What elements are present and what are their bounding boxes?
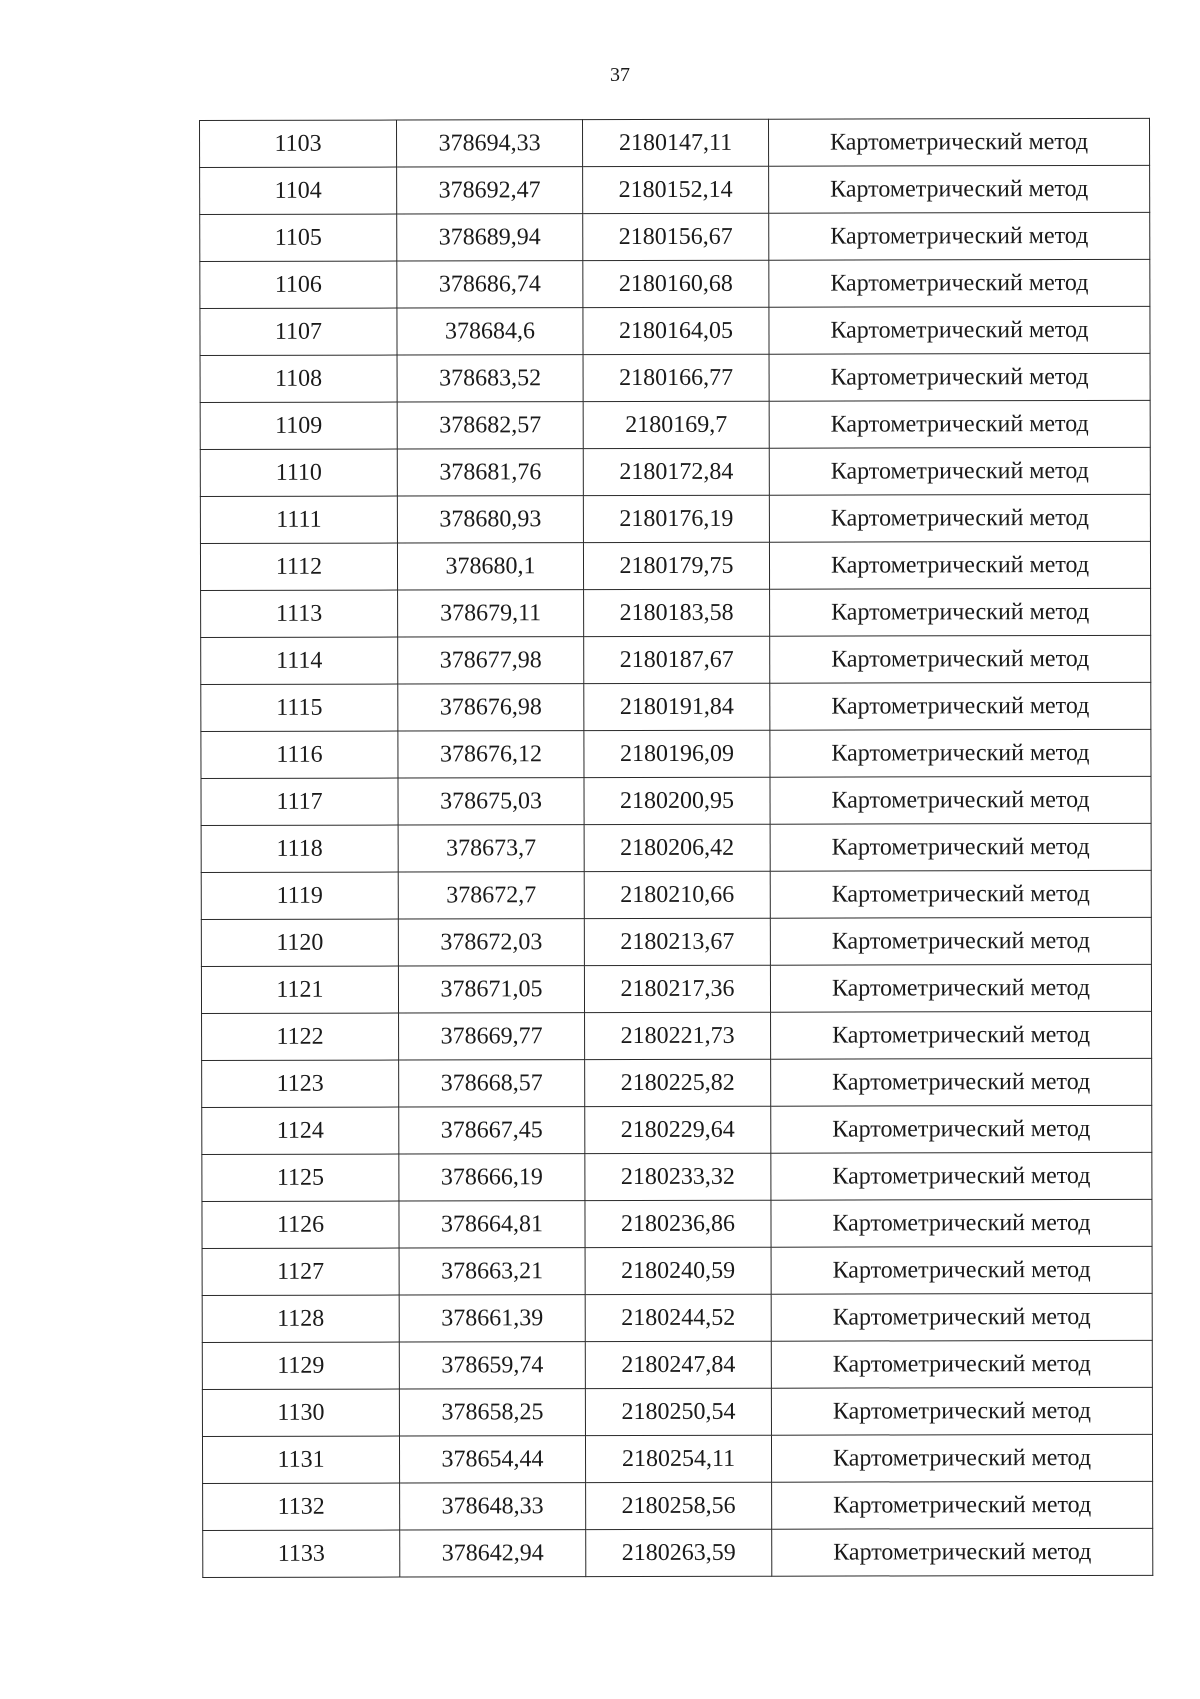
y-coordinate-cell: 2180217,36 <box>584 965 770 1012</box>
y-coordinate-cell: 2180233,32 <box>585 1153 771 1200</box>
table-row <box>200 400 1150 449</box>
y-coordinate-cell: 2180160,68 <box>583 260 769 307</box>
x-coordinate-cell: 378677,98 <box>398 637 584 684</box>
y-coordinate-cell: 2180164,05 <box>583 307 769 354</box>
method-cell: Картометрический метод <box>771 1152 1152 1200</box>
y-coordinate-cell: 2180244,52 <box>585 1294 771 1341</box>
y-coordinate-cell: 2180236,86 <box>585 1200 771 1247</box>
y-coordinate-cell: 2180196,09 <box>584 730 770 777</box>
point-number-cell: 1111 <box>200 496 397 543</box>
table-row <box>200 447 1150 496</box>
x-coordinate-cell: 378669,77 <box>399 1013 585 1060</box>
x-coordinate-cell: 378686,74 <box>397 261 583 308</box>
x-coordinate-cell: 378671,05 <box>398 966 584 1013</box>
point-number-cell: 1112 <box>200 543 397 590</box>
x-coordinate-cell: 378663,21 <box>399 1248 585 1295</box>
method-cell: Картометрический метод <box>771 1387 1152 1435</box>
point-number-cell: 1103 <box>200 120 397 167</box>
method-cell: Картометрический метод <box>769 447 1150 495</box>
y-coordinate-cell: 2180172,84 <box>583 448 769 495</box>
method-cell: Картометрический метод <box>772 1481 1153 1529</box>
y-coordinate-cell: 2180247,84 <box>585 1341 771 1388</box>
method-cell: Картометрический метод <box>770 823 1151 871</box>
x-coordinate-cell: 378680,93 <box>397 496 583 543</box>
x-coordinate-cell: 378672,7 <box>398 872 584 919</box>
method-cell: Картометрический метод <box>771 1293 1152 1341</box>
method-cell: Картометрический метод <box>770 917 1151 965</box>
point-number-cell: 1126 <box>202 1201 399 1248</box>
method-cell: Картометрический метод <box>769 212 1150 260</box>
y-coordinate-cell: 2180229,64 <box>585 1106 771 1153</box>
method-cell: Картометрический метод <box>771 1434 1152 1482</box>
y-coordinate-cell: 2180156,67 <box>583 213 769 260</box>
table-row <box>202 1152 1152 1201</box>
point-number-cell: 1131 <box>202 1436 399 1483</box>
x-coordinate-cell: 378682,57 <box>397 402 583 449</box>
x-coordinate-cell: 378667,45 <box>399 1107 585 1154</box>
point-number-cell: 1118 <box>201 825 398 872</box>
table-row <box>200 306 1150 355</box>
point-number-cell: 1116 <box>201 731 398 778</box>
point-number-cell: 1125 <box>202 1154 399 1201</box>
point-number-cell: 1110 <box>200 449 397 496</box>
point-number-cell: 1128 <box>202 1295 399 1342</box>
y-coordinate-cell: 2180213,67 <box>584 918 770 965</box>
table-row <box>200 541 1150 590</box>
y-coordinate-cell: 2180225,82 <box>585 1059 771 1106</box>
y-coordinate-cell: 2180206,42 <box>584 824 770 871</box>
y-coordinate-cell: 2180166,77 <box>583 354 769 401</box>
table-row <box>200 165 1150 214</box>
method-cell: Картометрический метод <box>771 1058 1152 1106</box>
x-coordinate-cell: 378680,1 <box>397 543 583 590</box>
x-coordinate-cell: 378661,39 <box>399 1295 585 1342</box>
x-coordinate-cell: 378664,81 <box>399 1201 585 1248</box>
y-coordinate-cell: 2180179,75 <box>583 542 769 589</box>
method-cell: Картометрический метод <box>770 729 1151 777</box>
y-coordinate-cell: 2180210,66 <box>584 871 770 918</box>
x-coordinate-cell: 378654,44 <box>399 1436 585 1483</box>
point-number-cell: 1133 <box>203 1530 400 1577</box>
table-row <box>201 635 1151 684</box>
y-coordinate-cell: 2180240,59 <box>585 1247 771 1294</box>
x-coordinate-cell: 378659,74 <box>399 1342 585 1389</box>
x-coordinate-cell: 378666,19 <box>399 1154 585 1201</box>
x-coordinate-cell: 378681,76 <box>397 449 583 496</box>
point-number-cell: 1129 <box>202 1342 399 1389</box>
point-number-cell: 1124 <box>202 1107 399 1154</box>
y-coordinate-cell: 2180187,67 <box>584 636 770 683</box>
x-coordinate-cell: 378675,03 <box>398 778 584 825</box>
y-coordinate-cell: 2180258,56 <box>586 1482 772 1529</box>
table-row <box>200 212 1150 261</box>
page-number: 37 <box>610 64 630 86</box>
point-number-cell: 1106 <box>200 261 397 308</box>
point-number-cell: 1105 <box>200 214 397 261</box>
table-row <box>201 682 1151 731</box>
point-number-cell: 1108 <box>200 355 397 402</box>
table-row <box>202 1293 1152 1342</box>
method-cell: Картометрический метод <box>770 635 1151 683</box>
point-number-cell: 1115 <box>201 684 398 731</box>
table-row <box>202 1105 1152 1154</box>
point-number-cell: 1104 <box>200 167 397 214</box>
x-coordinate-cell: 378683,52 <box>397 355 583 402</box>
x-coordinate-cell: 378676,12 <box>398 731 584 778</box>
method-cell: Картометрический метод <box>770 964 1151 1012</box>
point-number-cell: 1117 <box>201 778 398 825</box>
table-row <box>201 776 1151 825</box>
point-number-cell: 1109 <box>200 402 397 449</box>
table-row <box>202 1340 1152 1389</box>
x-coordinate-cell: 378684,6 <box>397 308 583 355</box>
method-cell: Картометрический метод <box>770 682 1151 730</box>
method-cell: Картометрический метод <box>770 776 1151 824</box>
x-coordinate-cell: 378689,94 <box>397 214 583 261</box>
y-coordinate-cell: 2180250,54 <box>585 1388 771 1435</box>
x-coordinate-cell: 378672,03 <box>398 919 584 966</box>
method-cell: Картометрический метод <box>771 1340 1152 1388</box>
method-cell: Картометрический метод <box>771 1246 1152 1294</box>
x-coordinate-cell: 378692,47 <box>397 167 583 214</box>
point-number-cell: 1121 <box>201 966 398 1013</box>
y-coordinate-cell: 2180169,7 <box>583 401 769 448</box>
table-row <box>201 823 1151 872</box>
table-row <box>202 1011 1152 1060</box>
y-coordinate-cell: 2180147,11 <box>583 119 769 166</box>
y-coordinate-cell: 2180221,73 <box>585 1012 771 1059</box>
point-number-cell: 1114 <box>201 637 398 684</box>
table-row <box>201 729 1151 778</box>
x-coordinate-cell: 378673,7 <box>398 825 584 872</box>
method-cell: Картометрический метод <box>771 1105 1152 1153</box>
table-row <box>202 1434 1152 1483</box>
y-coordinate-cell: 2180176,19 <box>583 495 769 542</box>
y-coordinate-cell: 2180152,14 <box>583 166 769 213</box>
point-number-cell: 1120 <box>201 919 398 966</box>
point-number-cell: 1130 <box>202 1389 399 1436</box>
method-cell: Картометрический метод <box>770 870 1151 918</box>
table-row <box>202 1058 1152 1107</box>
coordinates-table <box>199 118 1153 1578</box>
y-coordinate-cell: 2180200,95 <box>584 777 770 824</box>
table-row <box>201 964 1151 1013</box>
y-coordinate-cell: 2180263,59 <box>586 1529 772 1576</box>
table-row <box>201 870 1151 919</box>
method-cell: Картометрический метод <box>770 588 1151 636</box>
x-coordinate-cell: 378676,98 <box>398 684 584 731</box>
method-cell: Картометрический метод <box>769 259 1150 307</box>
table-row <box>200 259 1150 308</box>
method-cell: Картометрический метод <box>771 1011 1152 1059</box>
method-cell: Картометрический метод <box>769 494 1150 542</box>
x-coordinate-cell: 378694,33 <box>397 120 583 167</box>
x-coordinate-cell: 378648,33 <box>400 1483 586 1530</box>
method-cell: Картометрический метод <box>772 1528 1153 1576</box>
point-number-cell: 1123 <box>202 1060 399 1107</box>
method-cell: Картометрический метод <box>768 118 1149 166</box>
y-coordinate-cell: 2180254,11 <box>585 1435 771 1482</box>
point-number-cell: 1122 <box>202 1013 399 1060</box>
x-coordinate-cell: 378679,11 <box>398 590 584 637</box>
table-row <box>200 353 1150 402</box>
table-row <box>200 494 1150 543</box>
method-cell: Картометрический метод <box>769 306 1150 354</box>
table-row <box>203 1528 1153 1577</box>
table-row <box>200 118 1150 167</box>
point-number-cell: 1113 <box>201 590 398 637</box>
point-number-cell: 1119 <box>201 872 398 919</box>
x-coordinate-cell: 378658,25 <box>399 1389 585 1436</box>
method-cell: Картометрический метод <box>771 1199 1152 1247</box>
point-number-cell: 1107 <box>200 308 397 355</box>
x-coordinate-cell: 378642,94 <box>400 1530 586 1577</box>
method-cell: Картометрический метод <box>769 541 1150 589</box>
coordinates-table-body <box>200 118 1153 1577</box>
table-row <box>202 1246 1152 1295</box>
table-row <box>203 1481 1153 1530</box>
table-row <box>202 1199 1152 1248</box>
point-number-cell: 1132 <box>203 1483 400 1530</box>
y-coordinate-cell: 2180183,58 <box>584 589 770 636</box>
method-cell: Картометрический метод <box>769 400 1150 448</box>
table-row <box>201 917 1151 966</box>
table-row <box>201 588 1151 637</box>
method-cell: Картометрический метод <box>769 353 1150 401</box>
point-number-cell: 1127 <box>202 1248 399 1295</box>
table-row <box>202 1387 1152 1436</box>
y-coordinate-cell: 2180191,84 <box>584 683 770 730</box>
method-cell: Картометрический метод <box>769 165 1150 213</box>
x-coordinate-cell: 378668,57 <box>399 1060 585 1107</box>
